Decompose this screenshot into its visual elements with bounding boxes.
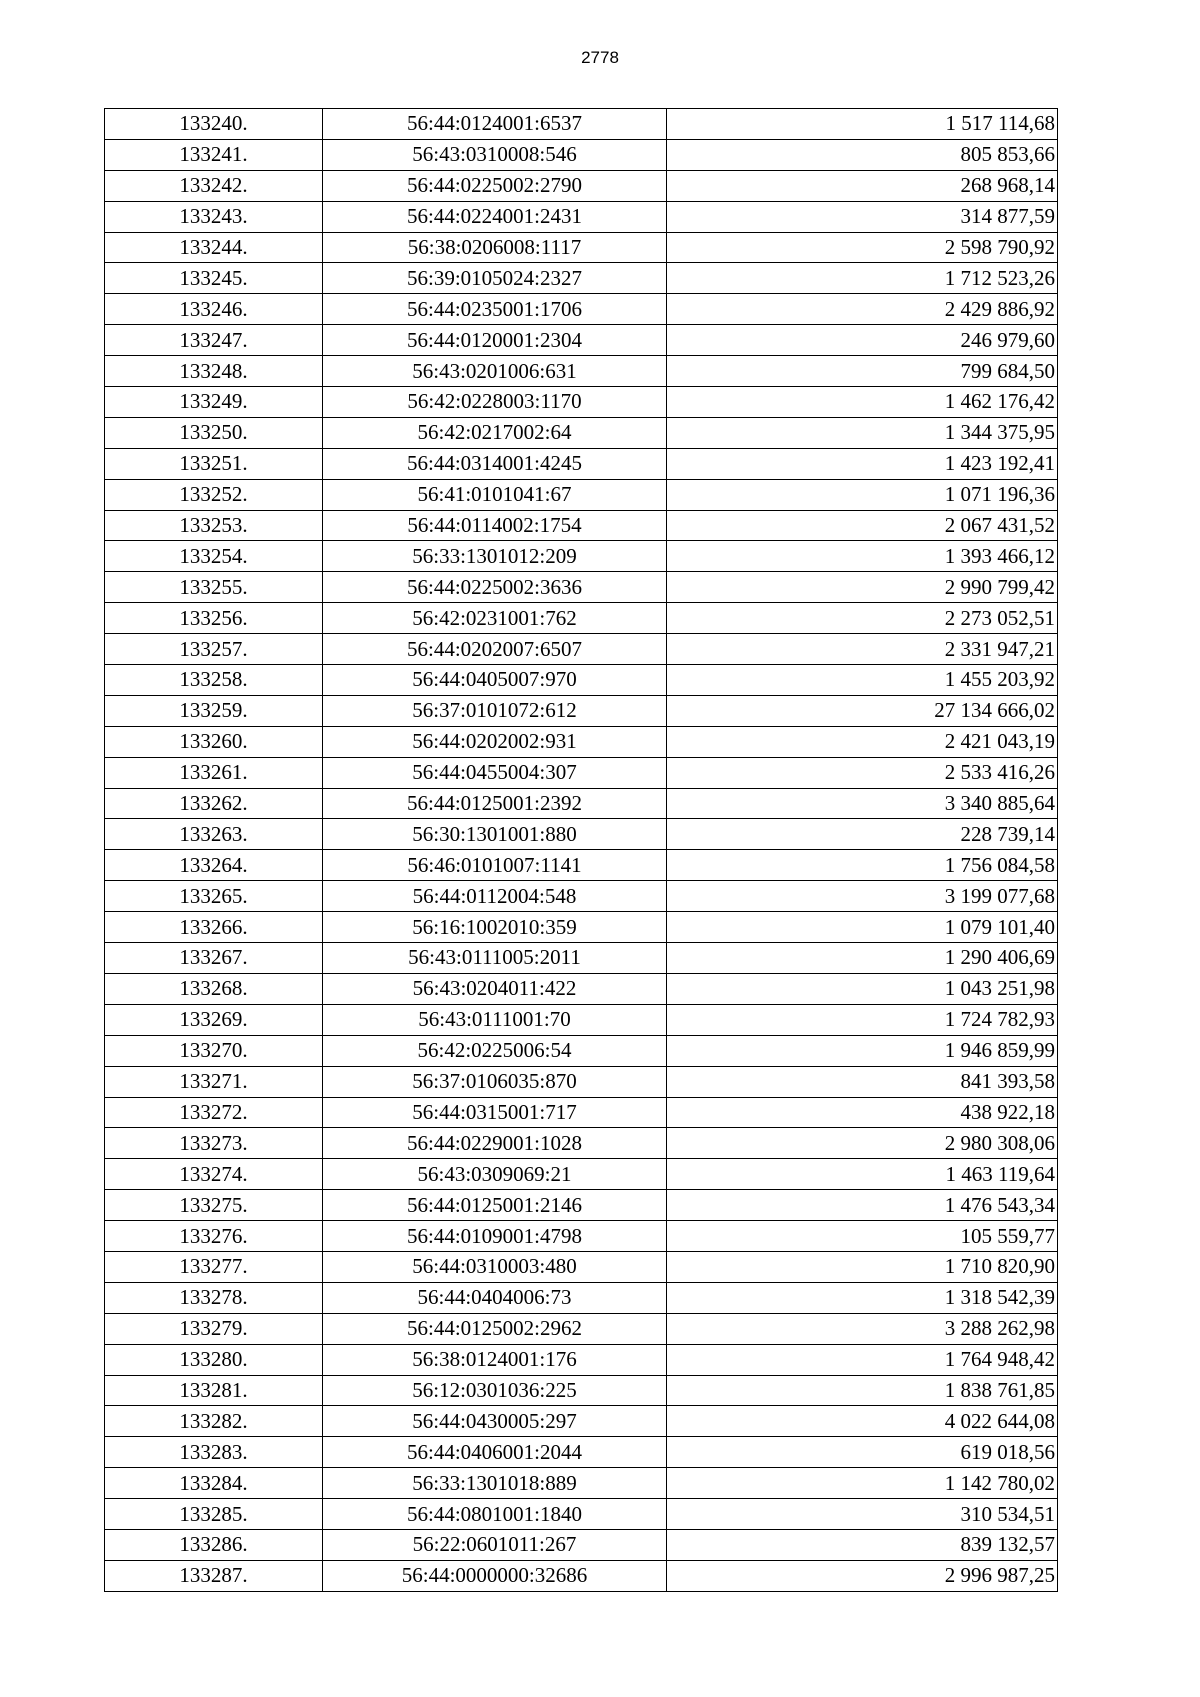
- cadastral-number-cell: 56:44:0235001:1706: [323, 294, 667, 325]
- cadastral-number-cell: 56:44:0109001:4798: [323, 1221, 667, 1252]
- cadastral-value-cell: 1 710 820,90: [667, 1251, 1058, 1282]
- table-row: [105, 263, 1058, 294]
- row-number-cell: 133279.: [105, 1313, 323, 1344]
- row-number-cell: 133260.: [105, 726, 323, 757]
- row-number-cell: 133246.: [105, 294, 323, 325]
- table-row: [105, 881, 1058, 912]
- cadastral-value-cell: 1 071 196,36: [667, 479, 1058, 510]
- cadastral-number-cell: 56:44:0112004:548: [323, 881, 667, 912]
- row-number-cell: 133287.: [105, 1560, 323, 1591]
- cadastral-value-cell: 839 132,57: [667, 1529, 1058, 1560]
- row-number-cell: 133259.: [105, 695, 323, 726]
- cadastral-number-cell: 56:43:0310008:546: [323, 139, 667, 170]
- cadastral-number-cell: 56:44:0224001:2431: [323, 201, 667, 232]
- cadastral-number-cell: 56:44:0406001:2044: [323, 1437, 667, 1468]
- table-row: [105, 294, 1058, 325]
- table-row: [105, 1529, 1058, 1560]
- row-number-cell: 133253.: [105, 510, 323, 541]
- row-number-cell: 133244.: [105, 232, 323, 263]
- table-row: [105, 1251, 1058, 1282]
- cadastral-number-cell: 56:44:0430005:297: [323, 1406, 667, 1437]
- cadastral-value-cell: 1 043 251,98: [667, 973, 1058, 1004]
- cadastral-value-cell: 1 838 761,85: [667, 1375, 1058, 1406]
- row-number-cell: 133257.: [105, 634, 323, 665]
- row-number-cell: 133283.: [105, 1437, 323, 1468]
- cadastral-number-cell: 56:44:0404006:73: [323, 1282, 667, 1313]
- table-row: [105, 973, 1058, 1004]
- cadastral-number-cell: 56:44:0125001:2392: [323, 788, 667, 819]
- row-number-cell: 133262.: [105, 788, 323, 819]
- table-row: [105, 1344, 1058, 1375]
- cadastral-number-cell: 56:42:0225006:54: [323, 1035, 667, 1066]
- cadastral-value-cell: 2 421 043,19: [667, 726, 1058, 757]
- table-row: [105, 757, 1058, 788]
- cadastral-value-cell: 1 463 119,64: [667, 1159, 1058, 1190]
- cadastral-value-cell: 2 273 052,51: [667, 603, 1058, 634]
- row-number-cell: 133274.: [105, 1159, 323, 1190]
- table-row: [105, 1004, 1058, 1035]
- row-number-cell: 133272.: [105, 1097, 323, 1128]
- cadastral-number-cell: 56:39:0105024:2327: [323, 263, 667, 294]
- row-number-cell: 133276.: [105, 1221, 323, 1252]
- cadastral-value-cell: 1 756 084,58: [667, 850, 1058, 881]
- row-number-cell: 133264.: [105, 850, 323, 881]
- table-row: [105, 1159, 1058, 1190]
- cadastral-number-cell: 56:44:0125002:2962: [323, 1313, 667, 1344]
- cadastral-value-cell: 799 684,50: [667, 356, 1058, 387]
- cadastral-number-cell: 56:16:1002010:359: [323, 912, 667, 943]
- cadastral-number-cell: 56:44:0125001:2146: [323, 1190, 667, 1221]
- cadastral-number-cell: 56:44:0202007:6507: [323, 634, 667, 665]
- cadastral-value-cell: 2 980 308,06: [667, 1128, 1058, 1159]
- cadastral-number-cell: 56:33:1301018:889: [323, 1468, 667, 1499]
- cadastral-number-cell: 56:44:0120001:2304: [323, 325, 667, 356]
- row-number-cell: 133240.: [105, 109, 323, 140]
- cadastral-value-cell: 246 979,60: [667, 325, 1058, 356]
- table-row: [105, 417, 1058, 448]
- cadastral-value-cell: 3 340 885,64: [667, 788, 1058, 819]
- table-row: [105, 139, 1058, 170]
- cadastral-number-cell: 56:42:0217002:64: [323, 417, 667, 448]
- row-number-cell: 133242.: [105, 170, 323, 201]
- row-number-cell: 133255.: [105, 572, 323, 603]
- page-number: 2778: [581, 48, 619, 67]
- cadastral-number-cell: 56:33:1301012:209: [323, 541, 667, 572]
- table-row: [105, 1128, 1058, 1159]
- table-row: [105, 695, 1058, 726]
- cadastral-number-cell: 56:22:0601011:267: [323, 1529, 667, 1560]
- table-row: [105, 356, 1058, 387]
- row-number-cell: 133270.: [105, 1035, 323, 1066]
- table-row: [105, 325, 1058, 356]
- cadastral-value-cell: 438 922,18: [667, 1097, 1058, 1128]
- cadastral-value-cell: 1 290 406,69: [667, 943, 1058, 974]
- cadastral-number-cell: 56:42:0231001:762: [323, 603, 667, 634]
- table-row: [105, 510, 1058, 541]
- cadastral-value-cell: 105 559,77: [667, 1221, 1058, 1252]
- row-number-cell: 133277.: [105, 1251, 323, 1282]
- cadastral-number-cell: 56:44:0225002:3636: [323, 572, 667, 603]
- row-number-cell: 133258.: [105, 665, 323, 696]
- cadastral-value-cell: 2 990 799,42: [667, 572, 1058, 603]
- cadastral-value-cell: 1 476 543,34: [667, 1190, 1058, 1221]
- cadastral-number-cell: 56:44:0229001:1028: [323, 1128, 667, 1159]
- cadastral-number-cell: 56:46:0101007:1141: [323, 850, 667, 881]
- table-row: [105, 201, 1058, 232]
- cadastral-value-cell: 4 022 644,08: [667, 1406, 1058, 1437]
- row-number-cell: 133266.: [105, 912, 323, 943]
- cadastral-value-cell: 1 455 203,92: [667, 665, 1058, 696]
- table-row: [105, 1097, 1058, 1128]
- cadastral-number-cell: 56:43:0309069:21: [323, 1159, 667, 1190]
- row-number-cell: 133256.: [105, 603, 323, 634]
- cadastral-value-cell: 268 968,14: [667, 170, 1058, 201]
- cadastral-number-cell: 56:44:0114002:1754: [323, 510, 667, 541]
- cadastral-number-cell: 56:43:0111001:70: [323, 1004, 667, 1035]
- row-number-cell: 133254.: [105, 541, 323, 572]
- table-row: [105, 850, 1058, 881]
- table-row: [105, 1282, 1058, 1313]
- table-row: [105, 634, 1058, 665]
- table-row: [105, 1375, 1058, 1406]
- cadastral-value-cell: 310 534,51: [667, 1499, 1058, 1530]
- cadastral-number-cell: 56:43:0111005:2011: [323, 943, 667, 974]
- row-number-cell: 133273.: [105, 1128, 323, 1159]
- cadastral-number-cell: 56:30:1301001:880: [323, 819, 667, 850]
- cadastral-value-cell: 2 598 790,92: [667, 232, 1058, 263]
- cadastral-number-cell: 56:44:0455004:307: [323, 757, 667, 788]
- row-number-cell: 133250.: [105, 417, 323, 448]
- row-number-cell: 133263.: [105, 819, 323, 850]
- cadastral-value-cell: 228 739,14: [667, 819, 1058, 850]
- cadastral-value-cell: 2 996 987,25: [667, 1560, 1058, 1591]
- table-row: [105, 448, 1058, 479]
- cadastral-number-cell: 56:38:0124001:176: [323, 1344, 667, 1375]
- cadastral-number-cell: 56:44:0315001:717: [323, 1097, 667, 1128]
- row-number-cell: 133267.: [105, 943, 323, 974]
- table-row: [105, 1035, 1058, 1066]
- cadastral-value-cell: 805 853,66: [667, 139, 1058, 170]
- cadastral-value-cell: 314 877,59: [667, 201, 1058, 232]
- cadastral-number-cell: 56:12:0301036:225: [323, 1375, 667, 1406]
- table-row: [105, 1313, 1058, 1344]
- cadastral-number-cell: 56:38:0206008:1117: [323, 232, 667, 263]
- row-number-cell: 133248.: [105, 356, 323, 387]
- cadastral-value-cell: 841 393,58: [667, 1066, 1058, 1097]
- row-number-cell: 133241.: [105, 139, 323, 170]
- row-number-cell: 133271.: [105, 1066, 323, 1097]
- cadastral-value-cell: 27 134 666,02: [667, 695, 1058, 726]
- table-body: [105, 109, 1058, 1592]
- cadastral-number-cell: 56:44:0124001:6537: [323, 109, 667, 140]
- row-number-cell: 133249.: [105, 387, 323, 418]
- row-number-cell: 133269.: [105, 1004, 323, 1035]
- cadastral-value-cell: 619 018,56: [667, 1437, 1058, 1468]
- table-row: [105, 1560, 1058, 1591]
- cadastral-value-cell: 3 288 262,98: [667, 1313, 1058, 1344]
- table-row: [105, 572, 1058, 603]
- cadastral-value-cell: 1 462 176,42: [667, 387, 1058, 418]
- row-number-cell: 133275.: [105, 1190, 323, 1221]
- table-row: [105, 912, 1058, 943]
- table-row: [105, 1066, 1058, 1097]
- row-number-cell: 133284.: [105, 1468, 323, 1499]
- row-number-cell: 133268.: [105, 973, 323, 1004]
- table-row: [105, 726, 1058, 757]
- row-number-cell: 133285.: [105, 1499, 323, 1530]
- cadastral-value-cell: 1 344 375,95: [667, 417, 1058, 448]
- cadastral-number-cell: 56:37:0106035:870: [323, 1066, 667, 1097]
- cadastral-value-cell: 1 946 859,99: [667, 1035, 1058, 1066]
- row-number-cell: 133281.: [105, 1375, 323, 1406]
- row-number-cell: 133286.: [105, 1529, 323, 1560]
- cadastral-number-cell: 56:44:0314001:4245: [323, 448, 667, 479]
- cadastral-value-cell: 1 517 114,68: [667, 109, 1058, 140]
- table-row: [105, 541, 1058, 572]
- cadastral-number-cell: 56:43:0201006:631: [323, 356, 667, 387]
- cadastral-number-cell: 56:37:0101072:612: [323, 695, 667, 726]
- row-number-cell: 133243.: [105, 201, 323, 232]
- cadastral-value-cell: 2 429 886,92: [667, 294, 1058, 325]
- row-number-cell: 133265.: [105, 881, 323, 912]
- table-row: [105, 819, 1058, 850]
- cadastral-value-cell: 1 079 101,40: [667, 912, 1058, 943]
- row-number-cell: 133282.: [105, 1406, 323, 1437]
- cadastral-value-cell: 1 712 523,26: [667, 263, 1058, 294]
- table-row: [105, 1221, 1058, 1252]
- table-row: [105, 1406, 1058, 1437]
- table-row: [105, 665, 1058, 696]
- cadastral-value-cell: 1 423 192,41: [667, 448, 1058, 479]
- cadastral-value-cell: 1 318 542,39: [667, 1282, 1058, 1313]
- cadastral-number-cell: 56:44:0000000:32686: [323, 1560, 667, 1591]
- cadastral-value-table: [104, 108, 1058, 1592]
- table-row: [105, 1499, 1058, 1530]
- table-row: [105, 1437, 1058, 1468]
- table-row: [105, 479, 1058, 510]
- cadastral-value-cell: 2 331 947,21: [667, 634, 1058, 665]
- table-row: [105, 1468, 1058, 1499]
- table-row: [105, 109, 1058, 140]
- table-row: [105, 232, 1058, 263]
- cadastral-number-cell: 56:43:0204011:422: [323, 973, 667, 1004]
- row-number-cell: 133251.: [105, 448, 323, 479]
- cadastral-value-cell: 2 533 416,26: [667, 757, 1058, 788]
- cadastral-number-cell: 56:44:0225002:2790: [323, 170, 667, 201]
- row-number-cell: 133245.: [105, 263, 323, 294]
- row-number-cell: 133278.: [105, 1282, 323, 1313]
- cadastral-number-cell: 56:41:0101041:67: [323, 479, 667, 510]
- row-number-cell: 133261.: [105, 757, 323, 788]
- table-row: [105, 943, 1058, 974]
- table-row: [105, 170, 1058, 201]
- cadastral-number-cell: 56:44:0202002:931: [323, 726, 667, 757]
- cadastral-number-cell: 56:42:0228003:1170: [323, 387, 667, 418]
- table-row: [105, 788, 1058, 819]
- cadastral-value-cell: 1 764 948,42: [667, 1344, 1058, 1375]
- cadastral-number-cell: 56:44:0801001:1840: [323, 1499, 667, 1530]
- table-row: [105, 387, 1058, 418]
- table-row: [105, 1190, 1058, 1221]
- row-number-cell: 133280.: [105, 1344, 323, 1375]
- cadastral-value-cell: 1 724 782,93: [667, 1004, 1058, 1035]
- cadastral-value-cell: 1 142 780,02: [667, 1468, 1058, 1499]
- cadastral-value-cell: 2 067 431,52: [667, 510, 1058, 541]
- cadastral-number-cell: 56:44:0405007:970: [323, 665, 667, 696]
- row-number-cell: 133247.: [105, 325, 323, 356]
- row-number-cell: 133252.: [105, 479, 323, 510]
- cadastral-value-cell: 1 393 466,12: [667, 541, 1058, 572]
- cadastral-value-cell: 3 199 077,68: [667, 881, 1058, 912]
- cadastral-number-cell: 56:44:0310003:480: [323, 1251, 667, 1282]
- table-row: [105, 603, 1058, 634]
